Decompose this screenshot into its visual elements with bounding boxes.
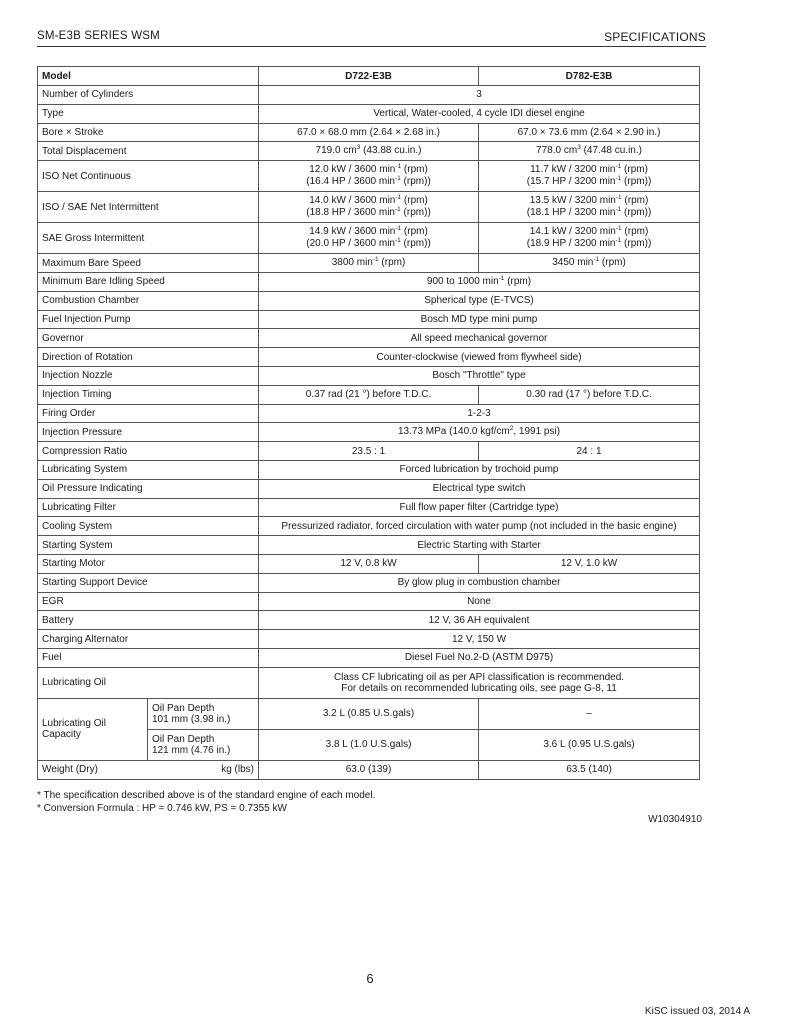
table-row (38, 698, 700, 729)
document-code: W10304910 (648, 814, 702, 825)
d782-value: 67.0 × 73.6 mm (2.64 × 2.90 in.) (479, 123, 700, 142)
row-label: SAE Gross Intermittent (38, 223, 259, 254)
spec-table (37, 66, 700, 780)
table-row (38, 479, 700, 498)
d782-value: 0.30 rad (17 °) before T.D.C. (479, 385, 700, 404)
row-label: Starting System (38, 536, 259, 555)
table-row (38, 423, 700, 442)
row-value: Vertical, Water-cooled, 4 cycle IDI diesel engine (259, 104, 700, 123)
row-value: Bosch MD type mini pump (259, 310, 700, 329)
table-row (38, 192, 700, 223)
d722-value: 67.0 × 68.0 mm (2.64 × 2.68 in.) (259, 123, 479, 142)
table-row (38, 760, 700, 779)
d722-value: 3800 $\min^{-1} (rpm)$ (259, 254, 479, 273)
d782-value: 3450 $\min^{-1} (rpm)$ (479, 254, 700, 273)
row-value: Electric Starting with Starter (259, 536, 700, 555)
table-row (38, 104, 700, 123)
row-label: Direction of Rotation (38, 348, 259, 367)
row-value: 12 V, 150 W (259, 630, 700, 649)
section-title: SPECIFICATIONS (604, 30, 706, 44)
row-value: 13.73 MPa (140.0 kgf/$cm^2$, 1991 psi) (259, 423, 700, 442)
row-label: Weight (Dry) kg (lbs) (38, 760, 259, 779)
table-row (38, 366, 700, 385)
table-row (38, 667, 700, 698)
row-value: Diesel Fuel No.2-D (ASTM D975) (259, 648, 700, 667)
d782-value: – (479, 698, 700, 729)
row-label: Fuel Injection Pump (38, 310, 259, 329)
row-label: ISO / SAE Net Intermittent (38, 192, 259, 223)
header-rule (37, 46, 706, 47)
d782-value: 13.5 kW / 3200 $\min^{-1} (rpm)$ (18.1 HP / 3200 $\min^{-1} (rpm)$) (479, 192, 700, 223)
d782-value: 14.1 kW / 3200 $\min^{-1} (rpm)$ (18.9 HP / 3200 $\min^{-1} (rpm)$) (479, 223, 700, 254)
row-label: Battery (38, 611, 259, 630)
table-row (38, 385, 700, 404)
table-row (38, 272, 700, 291)
d722-value: 63.0 (139) (259, 760, 479, 779)
table-row (38, 348, 700, 367)
d782-value: 11.7 kW / 3200 $\min^{-1} (rpm)$ (15.7 HP / 3200 $\min^{-1} (rpm)$) (479, 161, 700, 192)
row-label: Total Displacement (38, 142, 259, 161)
row-value: Pressurized radiator, forced circulation with water pump (not included in the basic engine) (259, 517, 700, 536)
d722-value: 14.9 kW / 3600 $\min^{-1} (rpm)$ (20.0 HP / 3600 $\min^{-1} (rpm)$) (259, 223, 479, 254)
row-value: Bosch "Throttle" type (259, 366, 700, 385)
row-label: Cooling System (38, 517, 259, 536)
row-value: By glow plug in combustion chamber (259, 573, 700, 592)
row-value: Full flow paper filter (Cartridge type) (259, 498, 700, 517)
sub-row-label: Oil Pan Depth 101 mm (3.98 in.) (148, 698, 259, 729)
row-label: Starting Support Device (38, 573, 259, 592)
row-label: Lubricating Oil (38, 667, 259, 698)
row-value: Spherical type (E-TVCS) (259, 291, 700, 310)
d782-value: 12 V, 1.0 kW (479, 554, 700, 573)
d722-value: 23.5 : 1 (259, 442, 479, 461)
table-row (38, 536, 700, 555)
table-row (38, 142, 700, 161)
row-label: Firing Order (38, 404, 259, 423)
d722-value: 3.8 L (1.0 U.S.gals) (259, 729, 479, 760)
footnotes (37, 789, 375, 815)
table-row (38, 630, 700, 649)
row-label: Type (38, 104, 259, 123)
d722-value: 12 V, 0.8 kW (259, 554, 479, 573)
d722-value: 14.0 kW / 3600 $\min^{-1} (rpm)$ (18.8 HP / 3600 $\min^{-1} (rpm)$) (259, 192, 479, 223)
table-row (38, 498, 700, 517)
table-row (38, 329, 700, 348)
d722-value: 3.2 L (0.85 U.S.gals) (259, 698, 479, 729)
row-label: Injection Timing (38, 385, 259, 404)
row-label: Fuel (38, 648, 259, 667)
footnote: * The specification described above is of the standard engine of each model. (37, 790, 376, 801)
row-label: Charging Alternator (38, 630, 259, 649)
row-label: Oil Pressure Indicating (38, 479, 259, 498)
table-row (38, 554, 700, 573)
row-value: 12 V, 36 AH equivalent (259, 611, 700, 630)
row-label: Lubricating System (38, 460, 259, 479)
row-label: Starting Motor (38, 554, 259, 573)
d722-value: 719.0 $cm^3$ (43.88 cu.in.) (259, 142, 479, 161)
table-row (38, 291, 700, 310)
sub-row-label: Oil Pan Depth 121 mm (4.76 in.) (148, 729, 259, 760)
row-label: Compression Ratio (38, 442, 259, 461)
footnote: * Conversion Formula : HP = 0.746 kW, PS = 0.7355 kW (37, 803, 287, 814)
header-d782: D782-E3B (479, 67, 700, 86)
row-label: Bore × Stroke (38, 123, 259, 142)
row-value: None (259, 592, 700, 611)
issue-footer: KiSC issued 03, 2014 A (644, 1006, 750, 1017)
table-row (38, 223, 700, 254)
row-label: Minimum Bare Idling Speed (38, 272, 259, 291)
d782-value: 3.6 L (0.95 U.S.gals) (479, 729, 700, 760)
row-label: Lubricating Oil Capacity (38, 698, 148, 760)
table-row (38, 592, 700, 611)
d782-value: 778.0 $cm^3$ (47.48 cu.in.) (479, 142, 700, 161)
table-row (38, 123, 700, 142)
row-label: Combustion Chamber (38, 291, 259, 310)
table-row (38, 310, 700, 329)
row-value: Counter-clockwise (viewed from flywheel side) (259, 348, 700, 367)
row-value: Forced lubrication by trochoid pump (259, 460, 700, 479)
row-value: 1-2-3 (259, 404, 700, 423)
row-value: Electrical type switch (259, 479, 700, 498)
row-value: 900 to 1000 $\min^{-1} (rpm)$ (259, 272, 700, 291)
row-label: Governor (38, 329, 259, 348)
d722-value: 12.0 kW / 3600 $\min^{-1} (rpm)$ (16.4 HP / 3600 $\min^{-1} (rpm)$) (259, 161, 479, 192)
row-value: 3 (259, 86, 700, 105)
row-label: ISO Net Continuous (38, 161, 259, 192)
table-row (38, 611, 700, 630)
row-value: Class CF lubricating oil as per API classification is recommended. For details on recommended lubricating oils, see page G-8, 11 (259, 667, 700, 698)
row-value: All speed mechanical governor (259, 329, 700, 348)
page-number: 6 (366, 971, 374, 986)
table-row (38, 86, 700, 105)
table-row (38, 442, 700, 461)
d782-value: 63.5 (140) (479, 760, 700, 779)
header-model: Model (38, 67, 259, 86)
table-row (38, 573, 700, 592)
manual-title: SM-E3B SERIES WSM (37, 30, 160, 42)
table-row (38, 517, 700, 536)
row-label: EGR (38, 592, 259, 611)
row-label: Lubricating Filter (38, 498, 259, 517)
table-header-row (38, 67, 700, 86)
table-row (38, 404, 700, 423)
table-row (38, 254, 700, 273)
row-label: Maximum Bare Speed (38, 254, 259, 273)
table-row (38, 648, 700, 667)
table-row (38, 161, 700, 192)
row-label: Number of Cylinders (38, 86, 259, 105)
header-d722: D722-E3B (259, 67, 479, 86)
d782-value: 24 : 1 (479, 442, 700, 461)
row-label: Injection Nozzle (38, 366, 259, 385)
row-label: Injection Pressure (38, 423, 259, 442)
d722-value: 0.37 rad (21 °) before T.D.C. (259, 385, 479, 404)
table-row (38, 460, 700, 479)
